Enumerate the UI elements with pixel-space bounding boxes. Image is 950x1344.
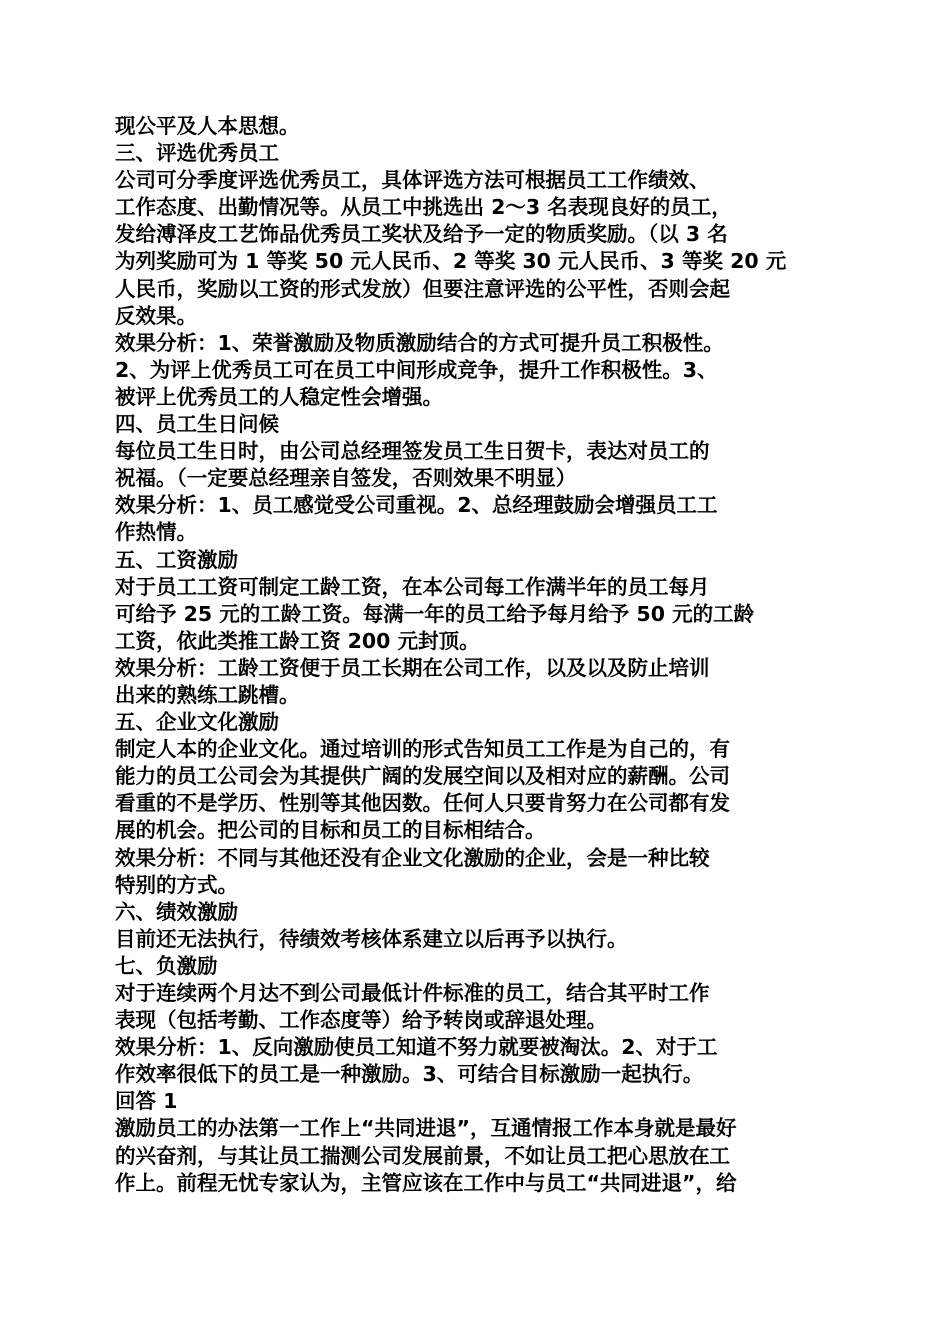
text-line: 效果分析：1、员工感觉受公司重视。2、总经理鼓励会增强员工工	[115, 493, 718, 518]
text-line: 作效率很低下的员工是一种激励。3、可结合目标激励一起执行。	[115, 1062, 704, 1087]
section-heading: 五、工资激励	[115, 547, 238, 572]
text-line: 发给溥泽皮工艺饰品优秀员工奖状及给予一定的物质奖励。（以 3 名	[115, 222, 728, 247]
text-line: 对于连续两个月达不到公司最低计件标准的员工，结合其平时工作	[115, 981, 710, 1005]
text-line: 效果分析：工龄工资便于员工长期在公司工作，以及以及防止培训	[115, 655, 710, 680]
text-line: 作热情。	[115, 520, 197, 545]
text-line: 表现（包括考勤、工作态度等）给予转岗或辞退处理。	[115, 1008, 607, 1033]
text-line: 现公平及人本思想。	[115, 114, 300, 138]
section-heading: 四、员工生日问候	[115, 412, 279, 437]
text-line: 2、为评上优秀员工可在员工中间形成竞争，提升工作积极性。3、	[115, 357, 718, 382]
document-body	[115, 113, 837, 1197]
text-line: 可给予 25 元的工龄工资。每满一年的员工给予每月给予 50 元的工龄	[115, 601, 755, 626]
text-line: 被评上优秀员工的人稳定性会增强。	[115, 384, 443, 409]
text-line: 目前还无法执行，待绩效考核体系建立以后再予以执行。	[115, 926, 628, 951]
text-line: 每位员工生日时，由公司总经理签发员工生日贺卡，表达对员工的	[115, 439, 710, 464]
text-line: 能力的员工公司会为其提供广阔的发展空间以及相对应的薪酬。公司	[115, 764, 730, 789]
text-line: 人民币，奖励以工资的形式发放）但要注意评选的公平性，否则会起	[115, 276, 730, 301]
text-line: 激励员工的办法第一工作上“共同进退”，互通情报工作本身就是最好	[115, 1116, 737, 1141]
text-line: 工作态度、出勤情况等。从员工中挑选出 2～3 名表现良好的员工，	[115, 195, 732, 220]
text-line: 作上。前程无忧专家认为，主管应该在工作中与员工“共同进退”，给	[115, 1170, 737, 1195]
text-line: 祝福。（一定要总经理亲自签发，否则效果不明显）	[115, 466, 577, 491]
answer-heading: 回答 1	[115, 1089, 178, 1114]
text-line: 对于员工工资可制定工龄工资，在本公司每工作满半年的员工每月	[115, 574, 710, 599]
text-line: 效果分析：1、反向激励使员工知道不努力就要被淘汰。2、对于工	[115, 1035, 718, 1060]
text-line: 制定人本的企业文化。通过培训的形式告知员工工作是为自己的，有	[115, 737, 730, 762]
text-line: 特别的方式。	[115, 872, 238, 897]
text-line: 出来的熟练工跳槽。	[115, 682, 300, 707]
text-line: 看重的不是学历、性别等其他因数。任何人只要肯努力在公司都有发	[115, 791, 730, 816]
section-heading: 三、评选优秀员工	[115, 141, 279, 166]
text-line: 公司可分季度评选优秀员工，具体评选方法可根据员工工作绩效、	[115, 168, 710, 193]
text-line: 为列奖励可为 1 等奖 50 元人民币、2 等奖 30 元人民币、3 等奖 20 元	[115, 249, 787, 274]
text-line: 反效果。	[115, 303, 197, 328]
text-line: 效果分析：不同与其他还没有企业文化激励的企业，会是一种比较	[115, 845, 710, 870]
text-line: 展的机会。把公司的目标和员工的目标相结合。	[115, 818, 546, 843]
section-heading: 六、绩效激励	[115, 899, 238, 924]
section-heading: 五、企业文化激励	[115, 710, 279, 735]
text-line: 效果分析：1、荣誉激励及物质激励结合的方式可提升员工积极性。	[115, 330, 724, 355]
text-line: 的兴奋剂，与其让员工揣测公司发展前景，不如让员工把心思放在工	[115, 1143, 730, 1168]
text-line: 工资，依此类推工龄工资 200 元封顶。	[115, 628, 480, 653]
section-heading: 七、负激励	[115, 953, 218, 978]
